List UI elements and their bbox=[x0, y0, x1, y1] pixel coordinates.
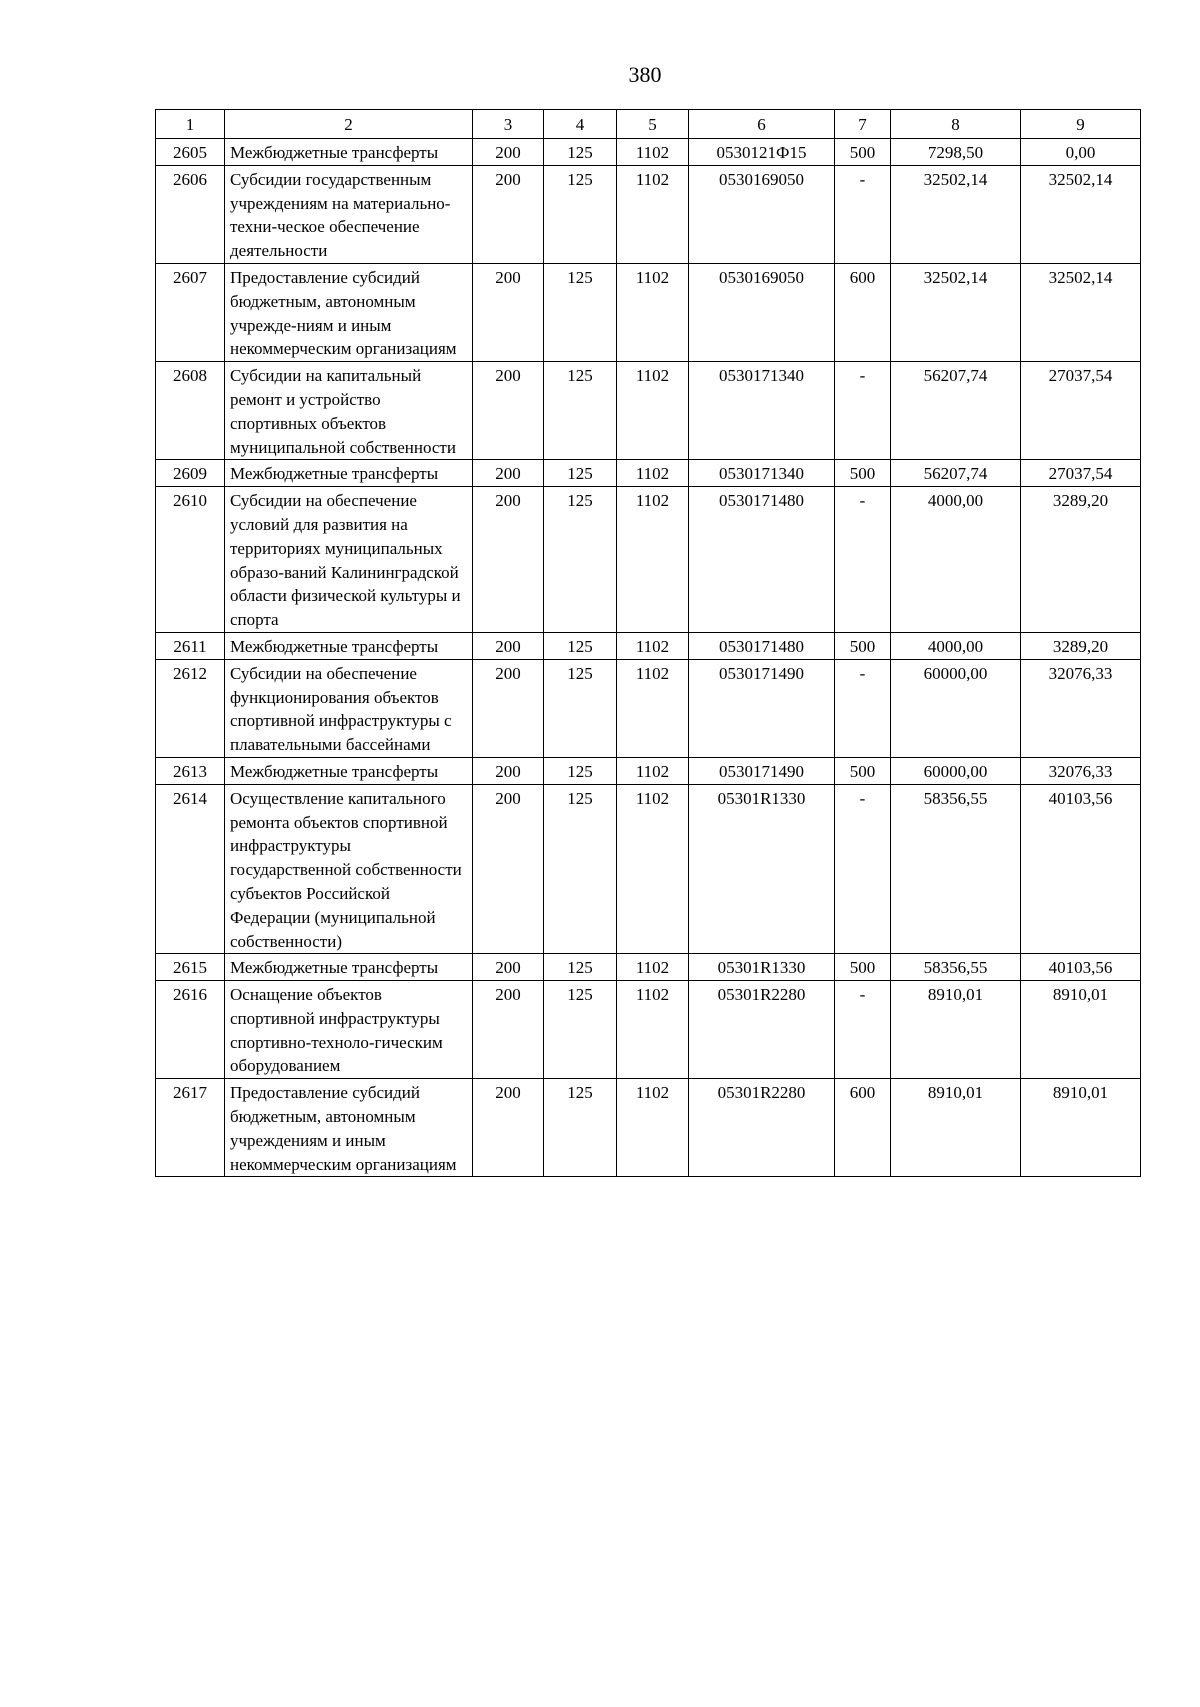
row-number: 2611 bbox=[156, 632, 225, 659]
row-description: Осуществление капитального ремонта объектов спортивной инфраструктуры государственной собственности субъектов Российской Федерации (муниципальной собственности) bbox=[225, 784, 473, 954]
header-col-7: 7 bbox=[835, 110, 891, 139]
row-number: 2617 bbox=[156, 1079, 225, 1177]
row-expense-type: 500 bbox=[835, 954, 891, 981]
row-amount-executed: 0,00 bbox=[1021, 139, 1141, 166]
row-number: 2616 bbox=[156, 981, 225, 1079]
row-expense-type: - bbox=[835, 981, 891, 1079]
row-col-5: 1102 bbox=[617, 139, 689, 166]
row-description: Субсидии государственным учреждениям на материально-техни-ческое обеспечение деятельности bbox=[225, 165, 473, 263]
row-col-3: 200 bbox=[473, 460, 544, 487]
row-amount-planned: 8910,01 bbox=[891, 981, 1021, 1079]
row-amount-executed: 27037,54 bbox=[1021, 362, 1141, 460]
row-col-5: 1102 bbox=[617, 784, 689, 954]
row-description: Предоставление субсидий бюджетным, автономным учреждениям и иным некоммерческим организациям bbox=[225, 1079, 473, 1177]
row-description: Предоставление субсидий бюджетным, автономным учрежде-ниям и иным некоммерческим организациям bbox=[225, 263, 473, 361]
row-expense-type: - bbox=[835, 784, 891, 954]
table-row bbox=[156, 362, 1141, 460]
row-amount-planned: 8910,01 bbox=[891, 1079, 1021, 1177]
row-col-3: 200 bbox=[473, 139, 544, 166]
table-row bbox=[156, 487, 1141, 633]
row-target-code: 0530169050 bbox=[689, 165, 835, 263]
table-row bbox=[156, 632, 1141, 659]
row-target-code: 05301R2280 bbox=[689, 1079, 835, 1177]
row-col-5: 1102 bbox=[617, 165, 689, 263]
row-col-5: 1102 bbox=[617, 757, 689, 784]
row-col-4: 125 bbox=[544, 632, 617, 659]
row-description: Субсидии на обеспечение функционирования объектов спортивной инфраструктуры с плавательными бассейнами bbox=[225, 659, 473, 757]
row-description: Субсидии на обеспечение условий для развития на территориях муниципальных образо-ваний Калининградской области физической культуры и спорта bbox=[225, 487, 473, 633]
row-amount-planned: 4000,00 bbox=[891, 487, 1021, 633]
row-amount-planned: 60000,00 bbox=[891, 659, 1021, 757]
row-expense-type: 500 bbox=[835, 757, 891, 784]
table-header bbox=[156, 110, 1141, 139]
row-col-4: 125 bbox=[544, 757, 617, 784]
header-col-4: 4 bbox=[544, 110, 617, 139]
row-col-4: 125 bbox=[544, 1079, 617, 1177]
row-description: Субсидии на капитальный ремонт и устройство спортивных объектов муниципальной собственности bbox=[225, 362, 473, 460]
row-col-4: 125 bbox=[544, 362, 617, 460]
header-col-1: 1 bbox=[156, 110, 225, 139]
row-amount-executed: 40103,56 bbox=[1021, 954, 1141, 981]
row-number: 2612 bbox=[156, 659, 225, 757]
row-number: 2615 bbox=[156, 954, 225, 981]
table-row bbox=[156, 263, 1141, 361]
row-description: Межбюджетные трансферты bbox=[225, 632, 473, 659]
row-number: 2606 bbox=[156, 165, 225, 263]
row-amount-executed: 27037,54 bbox=[1021, 460, 1141, 487]
row-amount-executed: 32502,14 bbox=[1021, 165, 1141, 263]
row-description: Межбюджетные трансферты bbox=[225, 757, 473, 784]
row-number: 2610 bbox=[156, 487, 225, 633]
table-row bbox=[156, 165, 1141, 263]
row-amount-executed: 40103,56 bbox=[1021, 784, 1141, 954]
row-col-3: 200 bbox=[473, 165, 544, 263]
row-expense-type: 600 bbox=[835, 1079, 891, 1177]
row-col-4: 125 bbox=[544, 165, 617, 263]
row-amount-executed: 3289,20 bbox=[1021, 632, 1141, 659]
row-target-code: 0530171340 bbox=[689, 362, 835, 460]
row-col-3: 200 bbox=[473, 981, 544, 1079]
row-col-3: 200 bbox=[473, 487, 544, 633]
row-expense-type: 500 bbox=[835, 139, 891, 166]
header-col-8: 8 bbox=[891, 110, 1021, 139]
row-amount-planned: 4000,00 bbox=[891, 632, 1021, 659]
table-row bbox=[156, 659, 1141, 757]
row-col-5: 1102 bbox=[617, 659, 689, 757]
table-row bbox=[156, 1079, 1141, 1177]
row-amount-executed: 32076,33 bbox=[1021, 659, 1141, 757]
row-amount-planned: 32502,14 bbox=[891, 165, 1021, 263]
row-col-3: 200 bbox=[473, 1079, 544, 1177]
row-number: 2605 bbox=[156, 139, 225, 166]
row-col-5: 1102 bbox=[617, 263, 689, 361]
row-expense-type: - bbox=[835, 487, 891, 633]
row-expense-type: 500 bbox=[835, 632, 891, 659]
row-col-5: 1102 bbox=[617, 981, 689, 1079]
row-expense-type: - bbox=[835, 659, 891, 757]
row-col-4: 125 bbox=[544, 954, 617, 981]
row-expense-type: - bbox=[835, 165, 891, 263]
row-col-4: 125 bbox=[544, 263, 617, 361]
row-col-3: 200 bbox=[473, 263, 544, 361]
row-expense-type: 500 bbox=[835, 460, 891, 487]
table-row bbox=[156, 757, 1141, 784]
header-col-5: 5 bbox=[617, 110, 689, 139]
table-row bbox=[156, 139, 1141, 166]
row-amount-executed: 32502,14 bbox=[1021, 263, 1141, 361]
row-number: 2614 bbox=[156, 784, 225, 954]
row-col-4: 125 bbox=[544, 659, 617, 757]
row-number: 2613 bbox=[156, 757, 225, 784]
row-col-4: 125 bbox=[544, 784, 617, 954]
row-col-5: 1102 bbox=[617, 487, 689, 633]
table-row bbox=[156, 981, 1141, 1079]
table-row bbox=[156, 784, 1141, 954]
header-col-6: 6 bbox=[689, 110, 835, 139]
row-col-4: 125 bbox=[544, 139, 617, 166]
row-col-3: 200 bbox=[473, 632, 544, 659]
row-target-code: 05301R2280 bbox=[689, 981, 835, 1079]
header-col-3: 3 bbox=[473, 110, 544, 139]
row-number: 2608 bbox=[156, 362, 225, 460]
row-col-4: 125 bbox=[544, 981, 617, 1079]
page-number: 380 bbox=[628, 62, 662, 87]
row-col-3: 200 bbox=[473, 954, 544, 981]
row-target-code: 05301R1330 bbox=[689, 784, 835, 954]
row-col-5: 1102 bbox=[617, 632, 689, 659]
row-amount-executed: 8910,01 bbox=[1021, 981, 1141, 1079]
row-expense-type: 600 bbox=[835, 263, 891, 361]
row-amount-executed: 32076,33 bbox=[1021, 757, 1141, 784]
row-col-3: 200 bbox=[473, 757, 544, 784]
table-body bbox=[156, 139, 1141, 1177]
row-description: Межбюджетные трансферты bbox=[225, 460, 473, 487]
row-col-3: 200 bbox=[473, 362, 544, 460]
header-row bbox=[156, 110, 1141, 139]
row-amount-executed: 8910,01 bbox=[1021, 1079, 1141, 1177]
row-expense-type: - bbox=[835, 362, 891, 460]
row-number: 2609 bbox=[156, 460, 225, 487]
row-amount-planned: 56207,74 bbox=[891, 362, 1021, 460]
budget-table bbox=[155, 109, 1141, 1177]
header-col-2: 2 bbox=[225, 110, 473, 139]
row-col-4: 125 bbox=[544, 487, 617, 633]
row-number: 2607 bbox=[156, 263, 225, 361]
table-row bbox=[156, 954, 1141, 981]
row-amount-planned: 56207,74 bbox=[891, 460, 1021, 487]
row-col-5: 1102 bbox=[617, 362, 689, 460]
row-col-5: 1102 bbox=[617, 954, 689, 981]
row-amount-planned: 60000,00 bbox=[891, 757, 1021, 784]
row-target-code: 0530121Ф15 bbox=[689, 139, 835, 166]
row-amount-planned: 32502,14 bbox=[891, 263, 1021, 361]
row-target-code: 0530171480 bbox=[689, 487, 835, 633]
row-col-4: 125 bbox=[544, 460, 617, 487]
row-col-5: 1102 bbox=[617, 460, 689, 487]
row-target-code: 05301R1330 bbox=[689, 954, 835, 981]
row-target-code: 0530171480 bbox=[689, 632, 835, 659]
row-description: Межбюджетные трансферты bbox=[225, 139, 473, 166]
row-col-3: 200 bbox=[473, 784, 544, 954]
row-amount-planned: 58356,55 bbox=[891, 954, 1021, 981]
row-col-5: 1102 bbox=[617, 1079, 689, 1177]
row-description: Межбюджетные трансферты bbox=[225, 954, 473, 981]
row-target-code: 0530171340 bbox=[689, 460, 835, 487]
row-target-code: 0530171490 bbox=[689, 757, 835, 784]
row-col-3: 200 bbox=[473, 659, 544, 757]
row-amount-planned: 7298,50 bbox=[891, 139, 1021, 166]
row-description: Оснащение объектов спортивной инфраструктуры спортивно-техноло-гическим оборудованием bbox=[225, 981, 473, 1079]
row-amount-planned: 58356,55 bbox=[891, 784, 1021, 954]
row-target-code: 0530171490 bbox=[689, 659, 835, 757]
table-row bbox=[156, 460, 1141, 487]
header-col-9: 9 bbox=[1021, 110, 1141, 139]
row-amount-executed: 3289,20 bbox=[1021, 487, 1141, 633]
row-target-code: 0530169050 bbox=[689, 263, 835, 361]
